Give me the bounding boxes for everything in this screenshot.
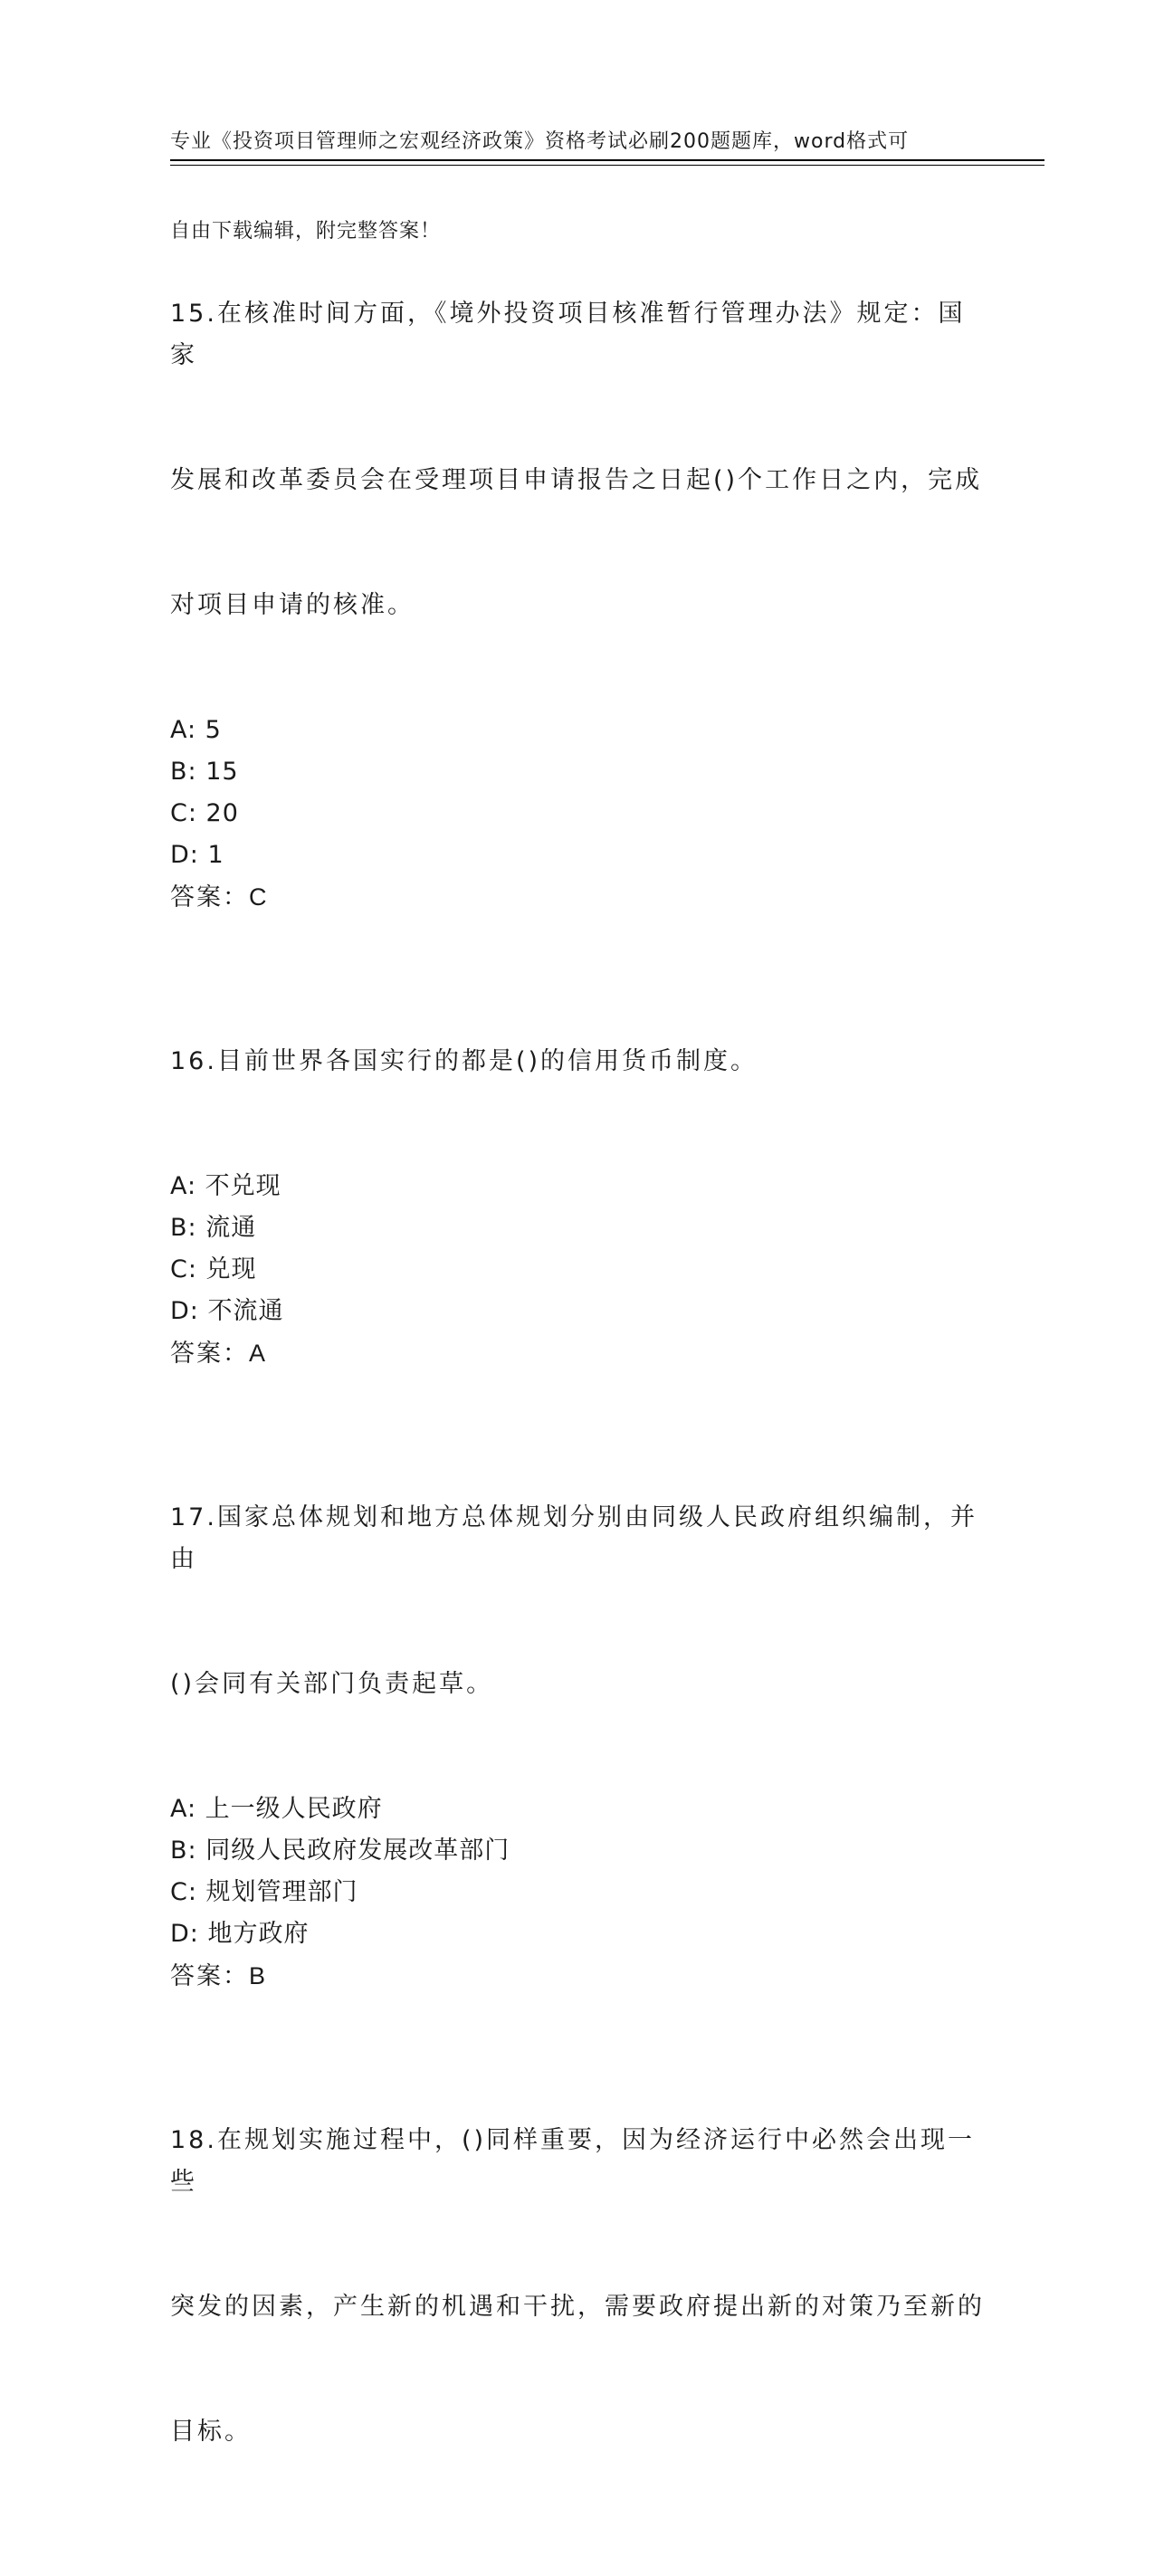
question-stem-line: 15.在核准时间方面，《境外投资项目核准暂行管理办法》规定：国家 [170, 300, 966, 369]
question-18 [170, 2037, 985, 2536]
option-d: D: 1 [170, 841, 224, 869]
option-c: C: 兑现 [170, 1255, 257, 1283]
answer-label: 答案：C [170, 883, 269, 911]
question-list [170, 210, 985, 2576]
question-stem-line: 目标。 [170, 2418, 252, 2446]
question-stem [170, 1414, 985, 1789]
option-c: C: 规划管理部门 [170, 1878, 358, 1906]
option-a: A: 不兑现 [170, 1172, 281, 1200]
header-line-2: 自由下载编辑，附完整答案！ [170, 220, 442, 243]
question-stem [170, 2037, 985, 2536]
option-b: B: 15 [170, 758, 239, 786]
question-16 [170, 958, 985, 1374]
question-stem-line: ()会同有关部门负责起草。 [170, 1670, 494, 1698]
option-d: D: 地方政府 [170, 1920, 310, 1948]
question-stem [170, 958, 985, 1166]
question-stem-line: 突发的因素，产生新的机遇和干扰，需要政府提出新的对策乃至新的 [170, 2293, 985, 2321]
option-a: A: 上一级人民政府 [170, 1795, 383, 1823]
question-stem-line: 发展和改革委员会在受理项目申请报告之日起()个工作日之内，完成 [170, 466, 983, 494]
question-stem-line: 对项目申请的核准。 [170, 591, 415, 619]
option-b: B: 流通 [170, 1214, 257, 1242]
question-stem-line: 18.在规划实施过程中，()同样重要，因为经济运行中必然会出现一些 [170, 2126, 976, 2196]
header-line-1: 专业《投资项目管理师之宏观经济政策》资格考试必刷200题题库，word格式可 [170, 130, 910, 153]
option-c: C: 20 [170, 799, 239, 827]
question-stem [170, 210, 985, 710]
answer-label: 答案：B [170, 1962, 268, 1989]
question-stem-line: 16.目前世界各国实行的都是()的信用货币制度。 [170, 1047, 758, 1075]
header-divider-thick [170, 159, 1044, 161]
option-a: A: 5 [170, 716, 222, 744]
answer-label: 答案：A [170, 1340, 268, 1367]
question-15 [170, 210, 985, 918]
option-d: D: 不流通 [170, 1297, 284, 1325]
question-stem-line: 17.国家总体规划和地方总体规划分别由同级人民政府组织编制，并由 [170, 1503, 978, 1573]
question-17 [170, 1414, 985, 1997]
header-divider-thin [170, 165, 1044, 166]
option-b: B: 同级人民政府发展改革部门 [170, 1837, 510, 1865]
